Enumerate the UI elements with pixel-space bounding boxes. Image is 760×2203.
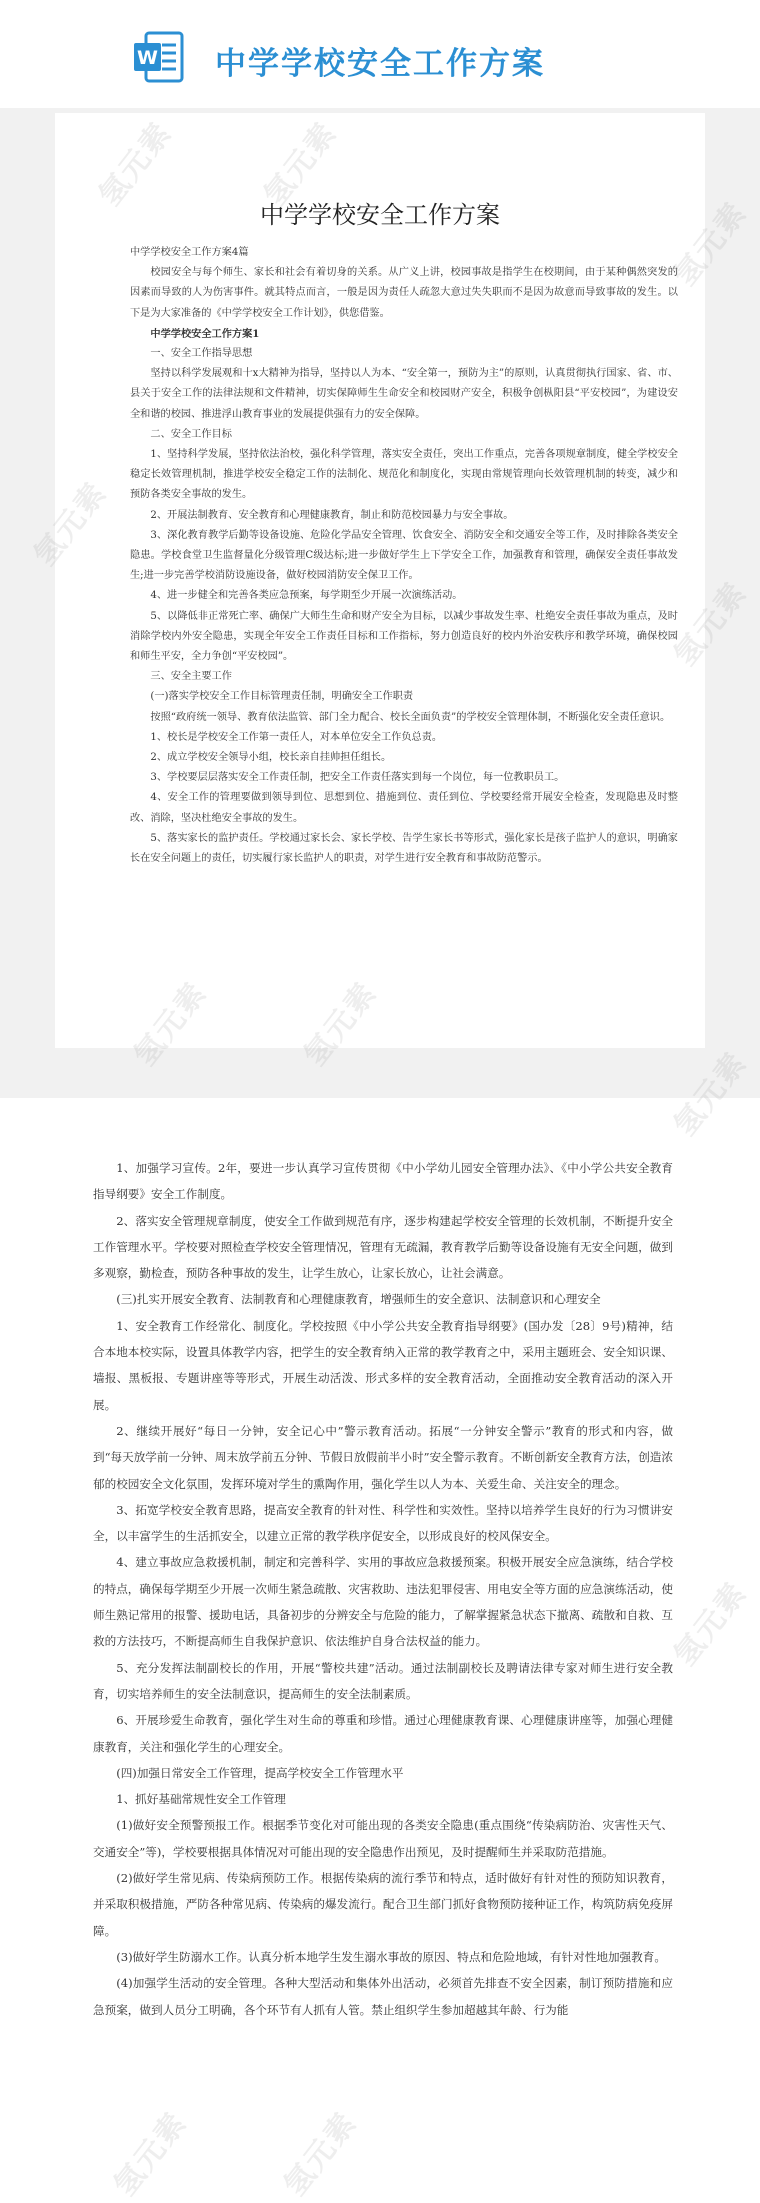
document-title: 中学学校安全工作方案 — [260, 201, 500, 229]
paragraph: 4、建立事故应急救援机制，制定和完善科学、实用的事故应急救援预案。积极开展安全应急演练，结合学校的特点，确保每学期至少开展一次师生紧急疏散、灾害救助、违法犯罪侵害、用电安全等方面的应急演练活动，使师生熟记常用的报警、援助电话，具备初步的分辨安全与危险的能力，了解掌握紧急状态下撤离、疏散和自救、互救的方法技巧，不断提高师生自我保护意识、依法维护自身合法权益的能力。 — [93, 1555, 673, 1649]
paragraph: 2、继续开展好“每日一分钟，安全记心中”警示教育活动。拓展“一分钟安全警示”教育的形式和内容，做到“每天放学前一分钟、周末放学前五分钟、节假日放假前半小时”安全警示教育。不断创新安全教育方法，创造浓郁的校园安全文化氛围，发挥环境对学生的熏陶作用，强化学生以人为本、关爱生命、关注安全的理念。 — [93, 1423, 673, 1491]
paragraph: 5、落实家长的监护责任。学校通过家长会、家长学校、告学生家长书等形式，强化家长是孩子监护人的意识，明确家长在安全问题上的责任，切实履行家长监护人的职责，对学生进行安全教育和事故防范警示。 — [130, 832, 678, 865]
paragraph: 一、安全工作指导思想 — [150, 348, 253, 360]
paragraph: 5、充分发挥法制副校长的作用，开展“警校共建”活动。通过法制副校长及聘请法律专家对师生进行安全教育，切实培养师生的安全法制意识，提高师生的安全法制素质。 — [93, 1660, 673, 1701]
paragraph: 1、抓好基础常规性安全工作管理 — [116, 1792, 286, 1807]
paragraph: 按照“政府统一领导、教育依法监管、部门全力配合、校长全面负责”的学校安全管理体制，不断强化安全责任意识。 — [150, 711, 671, 723]
paragraph: 1、加强学习宣传。2年，要进一步认真学习宣传贯彻《中小学幼儿园安全管理办法》、《中小学公共安全教育指导纲要》安全工作制度。 — [93, 1161, 673, 1202]
paragraph: 3、拓宽学校安全教育思路，提高安全教育的针对性、科学性和实效性。坚持以培养学生良好的行为习惯讲安全，以丰富学生的生活抓安全，以建立正常的教学秩序促安全，以形成良好的校风保安全。 — [93, 1502, 673, 1544]
paragraph: 4、进一步健全和完善各类应急预案，每学期至少开展一次演练活动。 — [150, 590, 463, 602]
paragraph: 校园安全与每个师生、家长和社会有着切身的关系。从广义上讲，校园事故是指学生在校期间，由于某种偶然突发的因素而导致的人为伤害事件。就其特点而言，一般是因为责任人疏忽大意过失失职而不是因为故意而导致事故的发生。以下是为大家准备的《中学学校安全工作计划》，供您借鉴。 — [130, 267, 678, 319]
paragraph: 三、安全主要工作 — [150, 671, 232, 683]
paragraph: 2、开展法制教育、安全教育和心理健康教育，制止和防范校园暴力与安全事故。 — [150, 509, 514, 521]
watermark: 氢元素 — [277, 2105, 365, 2203]
paragraph: (一)落实学校安全工作目标管理责任制，明确安全工作职责 — [150, 691, 414, 703]
paragraph: (4)加强学生活动的安全管理。各种大型活动和集体外出活动，必须首先排查不安全因素，制订预防措施和应急预案，做到人员分工明确，各个环节有人抓有人管。禁止组织学生参加超越其年龄、行为能 — [93, 1976, 673, 2017]
paragraph: (1)做好安全预警预报工作。根据季节变化对可能出现的各类安全隐患(重点围绕“传染病防治、灾害性天气、交通安全”等)，学校要根据具体情况对可能出现的安全隐患作出预见，及时提醒师生并采取防范措施。 — [93, 1818, 673, 1859]
paragraph: 1、安全教育工作经常化、制度化。学校按照《中小学公共安全教育指导纲要》(国办发〔28〕9号)精神，结合本地本校实际，设置具体教学内容，把学生的安全教育纳入正常的教学教育之中，采用主题班会、安全知识课、墙报、黑板报、专题讲座等等形式，开展生动活泼、形式多样的安全教育活动，全面推动安全教育活动的深入开展。 — [93, 1318, 673, 1412]
document-page-2 — [93, 1155, 673, 2023]
paragraph: 6、开展珍爱生命教育，强化学生对生命的尊重和珍惜。通过心理健康教育课、心理健康讲座等，加强心理健康教育，关注和强化学生的心理安全。 — [93, 1713, 673, 1754]
page1-body — [130, 243, 678, 869]
word-document-icon — [132, 30, 186, 84]
document-page-1 — [55, 113, 705, 1048]
paragraph: 1、校长是学校安全工作第一责任人，对本单位安全工作负总责。 — [150, 731, 443, 743]
paragraph: 5、以降低非正常死亡率、确保广大师生生命和财产安全为目标，以减少事故发生率、杜绝安全责任事故为重点，及时消除学校内外安全隐患，实现全年安全工作责任目标和工作指标，努力创造良好的校内外治安秩序和教学环境，确保校园和师生平安，全力争创“平安校园”。 — [130, 610, 678, 663]
paragraph: (四)加强日常安全工作管理，提高学校安全工作管理水平 — [116, 1765, 404, 1780]
paragraph: 二、安全工作目标 — [150, 428, 232, 440]
watermark: 氢元素 — [667, 1575, 755, 1673]
paragraph: (2)做好学生常见病、传染病预防工作。根据传染病的流行季节和特点，适时做好有针对性的预防知识教育，并采取积极措施，严防各种常见病、传染病的爆发流行。配合卫生部门抓好食物预防接种证工作，构筑防病免疫屏障。 — [93, 1871, 673, 1938]
section-heading: 中学学校安全工作方案1 — [150, 327, 260, 340]
header-title: 中学学校安全工作方案 — [215, 46, 545, 82]
paragraph: 中学学校安全工作方案4篇 — [130, 247, 249, 258]
paragraph: 3、深化教育教学后勤等设备设施、危险化学品安全管理、饮食安全、消防安全和交通安全等工作，及时排除各类安全隐患。学校食堂卫生监督量化分级管理C级达标;进一步做好学生上下学安全工作，加强教育和管理，确保安全责任事故发生;进一步完善学校消防设施设备，做好校园消防安全保卫工作。 — [130, 529, 678, 582]
paragraph: 1、坚持科学发展，坚持依法治校，强化科学管理，落实安全责任，突出工作重点，完善各项规章制度，健全学校安全稳定长效管理机制，推进学校安全稳定工作的法制化、规范化和制度化，实现由常规管理向长效管理机制的转变，减少和预防各类安全事故的发生。 — [130, 449, 678, 501]
paragraph: (3)做好学生防溺水工作。认真分析本地学生发生溺水事故的原因、特点和危险地域，有针对性地加强教育。 — [116, 1949, 666, 1964]
paragraph: 4、安全工作的管理要做到领导到位、思想到位、措施到位、责任到位、学校要经常开展安全检查，发现隐患及时整改、消除，坚决杜绝安全事故的发生。 — [130, 792, 678, 824]
paragraph: (三)扎实开展安全教育、法制教育和心理健康教育，增强师生的安全意识、法制意识和心理安全 — [116, 1292, 601, 1307]
paragraph: 坚持以科学发展观和十x大精神为指导，坚持以人为本、“安全第一，预防为主”的原则，认真贯彻执行国家、省、市、县关于安全工作的法律法规和文件精神，切实保障师生生命安全和校园财产安全，积极争创枞阳县“平安校园”，为建设安全和谐的校园、推进浮山教育事业的发展提供强有力的安全保障。 — [130, 368, 678, 420]
watermark: 氢元素 — [107, 2105, 195, 2203]
paragraph: 3、学校要层层落实安全工作责任制，把安全工作责任落实到每一个岗位，每一位教职员工。 — [150, 772, 565, 784]
word-letter: W — [137, 47, 158, 69]
paragraph: 2、成立学校安全领导小组，校长亲自挂帅担任组长。 — [150, 752, 392, 764]
header — [0, 0, 760, 108]
paragraph: 2、落实安全管理规章制度，使安全工作做到规范有序，逐步构建起学校安全管理的长效机制，不断提升安全工作管理水平。学校要对照检查学校安全管理情况，管理有无疏漏，教育教学后勤等设备设施有无安全问题，做到多观察，勤检查，预防各种事故的发生，让学生放心，让家长放心，让社会满意。 — [93, 1213, 673, 1281]
